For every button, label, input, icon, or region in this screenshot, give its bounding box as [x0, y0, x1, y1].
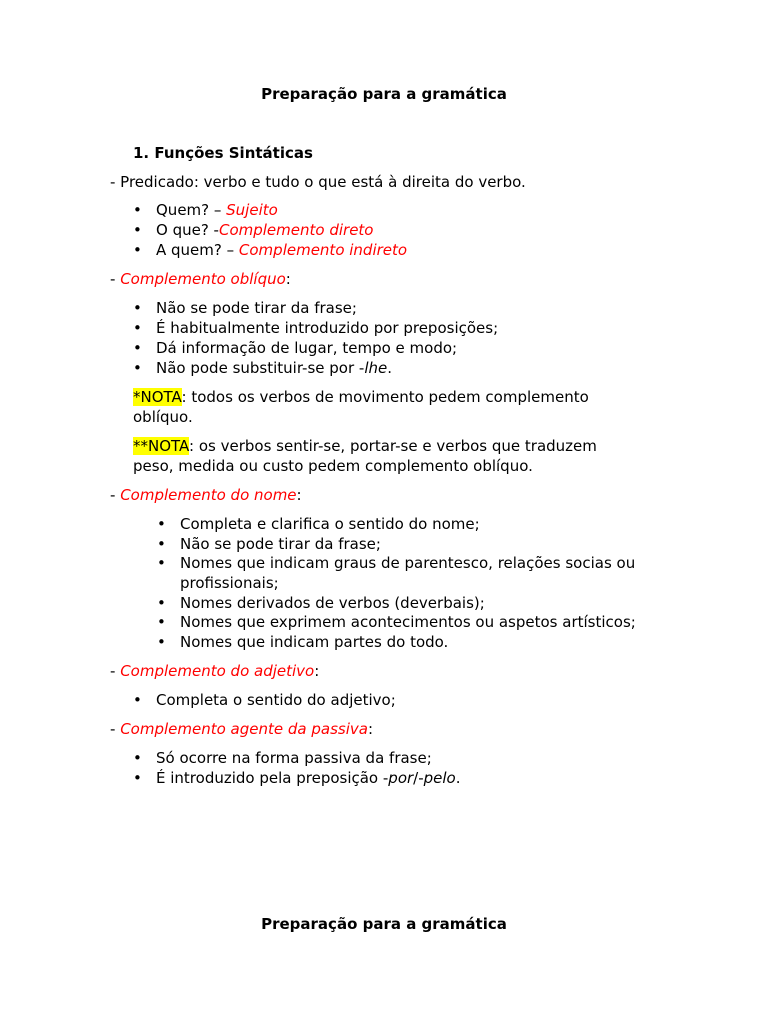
list-item: • Não pode substituir-se por -lhe.	[156, 358, 392, 378]
nota-highlight: *NOTA	[133, 388, 182, 406]
list-item: • Não se pode tirar da frase;	[156, 298, 357, 318]
page-title: Preparação para a gramática	[261, 85, 507, 103]
list-item-continued: profissionais;	[180, 574, 279, 592]
list-item: • Completa o sentido do adjetivo;	[156, 690, 396, 710]
nota-highlight: **NOTA	[133, 437, 190, 455]
next-page-title: Preparação para a gramática	[261, 915, 507, 933]
predicado-line: - Predicado: verbo e tudo o que está à direita do verbo.	[110, 173, 526, 191]
adjetivo-heading: - Complemento do adjetivo:	[110, 662, 320, 680]
list-item: • É introduzido pela preposição -por/-pelo.	[156, 768, 461, 788]
list-item: • Só ocorre na forma passiva da frase;	[156, 748, 432, 768]
list-item: • Nomes que indicam graus de parentesco, relações socias ou	[180, 553, 635, 573]
agente-heading: - Complemento agente da passiva:	[110, 720, 373, 738]
list-item: • É habitualmente introduzido por preposições;	[156, 318, 498, 338]
list-item: • Não se pode tirar da frase;	[180, 534, 381, 554]
list-item: • Dá informação de lugar, tempo e modo;	[156, 338, 457, 358]
nota-2-continued: peso, medida ou custo pedem complemento oblíquo.	[133, 457, 533, 475]
obliquo-heading: - Complemento oblíquo:	[110, 270, 291, 288]
list-item: • Quem? – Sujeito	[156, 200, 278, 220]
list-item: • O que? -Complemento direto	[156, 220, 373, 240]
section-heading	[133, 143, 313, 163]
list-item: • Nomes que exprimem acontecimentos ou aspetos artísticos;	[180, 612, 636, 632]
list-item: • Completa e clarifica o sentido do nome;	[180, 514, 480, 534]
nome-heading: - Complemento do nome:	[110, 486, 302, 504]
list-item: • Nomes que indicam partes do todo.	[180, 632, 448, 652]
nota-2: **NOTA: os verbos sentir-se, portar-se e verbos que traduzem	[133, 437, 597, 455]
list-item: • A quem? – Complemento indireto	[156, 240, 407, 260]
section-number: 1.	[133, 144, 150, 162]
nota-1: *NOTA: todos os verbos de movimento pedem complemento	[133, 388, 589, 406]
list-item: • Nomes derivados de verbos (deverbais);	[180, 593, 485, 613]
nota-1-continued: oblíquo.	[133, 408, 193, 426]
section-title: Funções Sintáticas	[154, 144, 313, 162]
